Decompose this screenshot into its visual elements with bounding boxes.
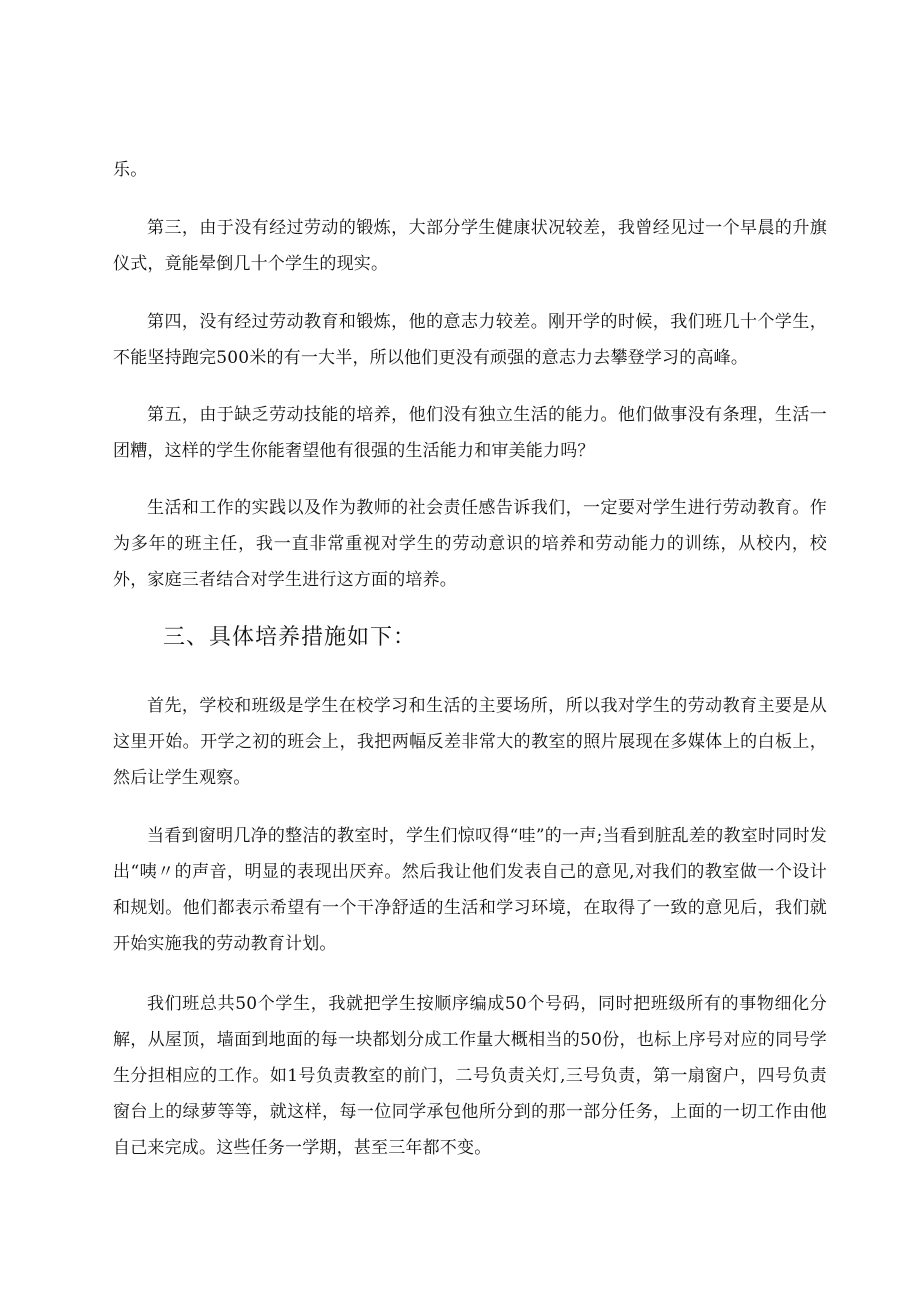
paragraph-task-assignment: 我们班总共50个学生，我就把学生按顺序编成50个号码，同时把班级所有的事物细化分解，从屋顶，墙面到地面的每一块都划分成工作量大概相当的50份，也标上序号对应的同号学生分担相应的工作。如1号负责教室的前门，二号负责关灯,三号负责，第一扇窗户，四号负责窗台上的绿萝等等，就这样，每一位同学承包他所分到的那一部分任务，上面的一切工作由他自己来完成。这些任务一学期，甚至三年都不变。 [113,994,827,1158]
paragraph-fifth-point: 第五，由于缺乏劳动技能的培养，他们没有独立生活的能力。他们做事没有条理，生活一团糟，这样的学生你能奢望他有很强的生活能力和审美能力吗？ [113,405,827,461]
paragraph-third-point: 第三，由于没有经过劳动的锻炼，大部分学生健康状况较差，我曾经见过一个早晨的升旗仪式，竟能晕倒几十个学生的现实。 [113,218,827,274]
paragraph-continuation: 乐。 [113,160,148,180]
paragraph-first-measure: 首先，学校和班级是学生在校学习和生活的主要场所，所以我对学生的劳动教育主要是从这里开始。开学之初的班会上，我把两幅反差非常大的教室的照片展现在多媒体上的白板上，然后让学生观察。 [113,696,827,788]
paragraph-fourth-point: 第四，没有经过劳动教育和锻炼，他的意志力较差。刚开学的时候，我们班几十个学生，不能坚持跑完500米的有一大半，所以他们更没有顽强的意志力去攀登学习的高峰。 [113,312,827,368]
paragraph-teacher-responsibility: 生活和工作的实践以及作为教师的社会责任感告诉我们，一定要对学生进行劳动教育。作为多年的班主任，我一直非常重视对学生的劳动意识的培养和劳动能力的训练，从校内，校外，家庭三者结合对学生进行这方面的培养。 [113,498,827,590]
section-heading: 三、具体培养措施如下： [163,625,417,650]
paragraph-classroom-photos: 当看到窗明几净的整洁的教室时，学生们惊叹得“哇”的一声;当看到脏乱差的教室时同时发出“咦〃的声音，明显的表现出厌弃。然后我让他们发表自己的意见,对我们的教室做一个设计和规划。他们都表示希望有一个干净舒适的生活和学习环境，在取得了一致的意见后，我们就开始实施我的劳动教育计划。 [113,826,827,954]
